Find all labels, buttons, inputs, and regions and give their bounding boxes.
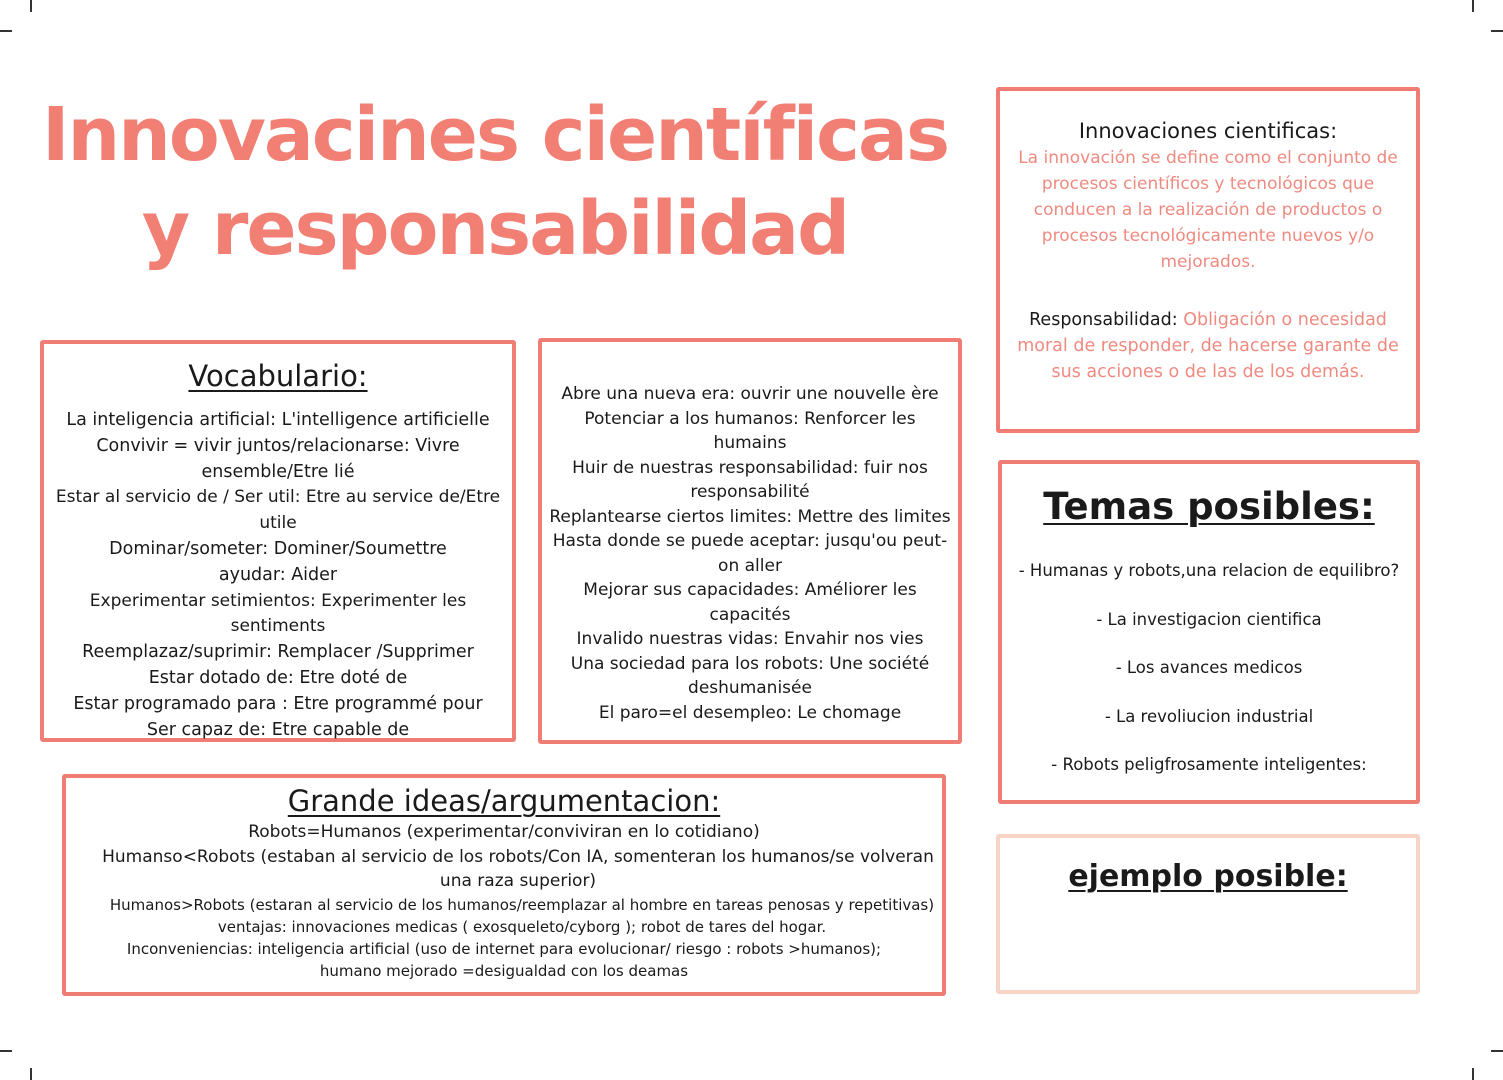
ejemplo-box (996, 834, 1420, 994)
list-item: Potenciar a los humanos: Renforcer les humains (584, 408, 916, 453)
crop-mark (1472, 0, 1474, 12)
list-item: Abre una nueva era: ouvrir une nouvelle ère (561, 384, 939, 404)
innovacion-label: Innovaciones cientificas: (1078, 119, 1338, 143)
crop-mark (30, 1068, 32, 1080)
vocabulario-2-box (538, 338, 962, 744)
temas-box (998, 460, 1420, 804)
crop-mark (0, 30, 12, 32)
list-item: La inteligencia artificial: L'intelligence artificielle (66, 410, 490, 430)
list-item: Ser capaz de: Etre capable de (146, 719, 410, 740)
list-item: Dominar/someter: Dominer/Soumettre (109, 538, 447, 559)
crop-mark (1491, 30, 1503, 32)
vocabulario-list (44, 408, 512, 743)
ideas-line-3: Humanos>Robots (estaran al servicio de los humanos/reemplazar al hombre en tareas penosas y repetitivas) ventajas: innovaciones medicas ( exosqueleto/cyborg ); robot de tares del hogar. (109, 895, 935, 936)
list-item: Huir de nuestras responsabilidad: fuir nos responsabilité (572, 457, 928, 502)
vocabulario-2-list (542, 382, 958, 725)
temas-list (1002, 560, 1416, 776)
list-item: Mejorar sus capacidades: Améliorer les capacités (583, 580, 917, 625)
list-item: - La revoliucion industrial (1104, 706, 1314, 726)
page-title: Innovacines científicas y responsabilidad (41, 92, 949, 272)
vocabulario-heading: Vocabulario: (188, 359, 368, 393)
list-item: Replantearse ciertos limites: Mettre des limites (549, 506, 951, 527)
list-item: Estar dotado de: Etre doté de (148, 667, 408, 688)
list-item: Estar programado para : Etre programmé pour (73, 693, 483, 714)
crop-mark (1472, 1068, 1474, 1080)
list-item: - Humanas y robots,una relacion de equilibro? (1018, 561, 1400, 580)
ideas-line-2: Humanso<Robots (estaban al servicio de los robots/Con IA, somenteran los humanos/se volveran una raza superior) (102, 846, 934, 891)
temas-heading: Temas posibles: (1043, 485, 1375, 528)
vocabulario-box (40, 340, 516, 742)
crop-mark (0, 1050, 12, 1052)
ejemplo-heading: ejemplo posible: (1068, 859, 1348, 894)
ideas-heading: Grande ideas/argumentacion: (287, 784, 721, 818)
responsabilidad-definition (1000, 307, 1416, 385)
list-item: Hasta donde se puede aceptar: jusqu'ou peut-on aller (552, 531, 948, 576)
list-item: El paro=el desempleo: Le chomage (598, 702, 902, 723)
list-item: Invalido nuestras vidas: Envahir nos vies (576, 629, 924, 649)
list-item: Estar al servicio de / Ser util: Etre au service de/Etre utile (55, 487, 501, 534)
ideas-line-1: Robots=Humanos (experimentar/conviviran en lo cotidiano) (248, 822, 760, 842)
list-item: - Los avances medicos (1115, 658, 1303, 677)
list-item: Reemplazaz/suprimir: Remplacer /Supprimer (82, 642, 474, 663)
innovacion-definition: La innovación se define como el conjunto de procesos científicos y tecnológicos que conducen a la realización de productos o procesos tecnológicamente nuevos y/o mejorados. (1018, 148, 1398, 272)
list-item: Convivir = vivir juntos/relacionarse: Vivre ensemble/Etre lié (96, 435, 460, 482)
responsabilidad-label: Responsabilidad: (1029, 310, 1178, 330)
list-item: Una sociedad para los robots: Une société deshumanisée (570, 653, 930, 698)
list-item: Experimentar setimientos: Experimenter les sentiments (89, 590, 467, 637)
list-item: ayudar: Aider (218, 564, 338, 585)
ideas-box (62, 774, 946, 996)
crop-mark (30, 0, 32, 12)
list-item: - Robots peligfrosamente inteligentes: (1051, 755, 1367, 774)
list-item: - La investigacion cientifica (1096, 609, 1322, 629)
definiciones-box (996, 87, 1420, 433)
crop-mark (1491, 1050, 1503, 1052)
ideas-line-4: Inconveniencias: inteligencia artificial (uso de internet para evolucionar/ riesgo : robots >humanos); humano mejorado =desigualdad con los deamas (126, 939, 882, 980)
responsabilidad-text: Obligación o necesidad moral de responder, de hacerse garante de sus acciones o de las de los demás. (1017, 310, 1399, 382)
